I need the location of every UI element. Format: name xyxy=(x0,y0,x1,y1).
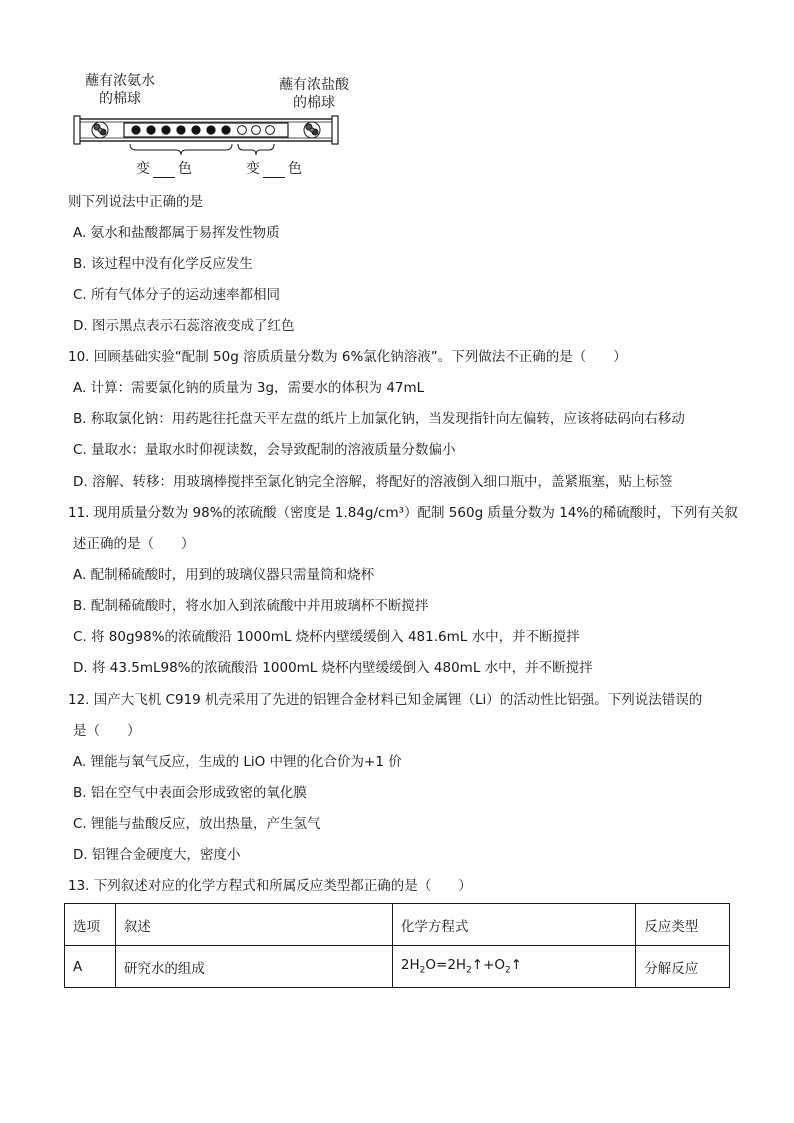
row-reaction-type: 分解反应 xyxy=(636,946,730,988)
q13-table xyxy=(64,903,730,988)
left-color-change-blank: 变 色 xyxy=(136,161,192,177)
q10-option-d: D. 溶解、转移：用玻璃棒搅拌至氯化钠完全溶解，将配好的溶液倒入细口瓶中，盖紧瓶塞，贴上标签 xyxy=(73,474,673,490)
q12-option-c: C. 锂能与盐酸反应，放出热量，产生氢气 xyxy=(73,816,321,832)
q11-option-c: C. 将 80g98%的浓硫酸沿 1000mL 烧杯内壁缓缓倒入 481.6mL 水中，并不断搅拌 xyxy=(73,629,580,645)
q10-option-c: C. 量取水：量取水时仰视读数，会导致配制的溶液质量分数偏小 xyxy=(73,442,456,458)
q10-stem: 10. 回顾基础实验“配制 50g 溶质质量分数为 6%氯化钠溶液”。下列做法不正确的是（ ） xyxy=(68,349,627,365)
q9-option-a: A. 氨水和盐酸都属于易挥发性物质 xyxy=(73,225,280,241)
experiment-figure xyxy=(70,70,360,180)
q9-option-c: C. 所有气体分子的运动速率都相同 xyxy=(73,287,281,303)
table-row xyxy=(65,946,730,988)
table-header-equation: 化学方程式 xyxy=(392,904,635,946)
ammonia-cotton-label: 蘸有浓氨水 的棉球 xyxy=(85,73,155,107)
q12-option-d: D. 铝锂合金硬度大，密度小 xyxy=(73,847,241,863)
table-header-option: 选项 xyxy=(65,904,116,946)
q13-stem: 13. 下列叙述对应的化学方程式和所属反应类型都正确的是（ ） xyxy=(68,878,472,894)
q11-option-b: B. 配制稀硫酸时，将水加入到浓硫酸中并用玻璃杯不断搅拌 xyxy=(73,598,429,614)
q10-option-a: A. 计算：需要氯化钠的质量为 3g，需要水的体积为 47mL xyxy=(73,380,425,396)
q10-option-b: B. 称取氯化钠：用药匙往托盘天平左盘的纸片上加氯化钠，当发现指针向左偏转，应该将砝码向右移动 xyxy=(73,411,685,427)
q11-option-a: A. 配制稀硫酸时，用到的玻璃仪器只需量筒和烧杯 xyxy=(73,567,375,583)
q11-stem-line2: 述正确的是（ ） xyxy=(73,536,195,552)
q9-stem: 则下列说法中正确的是 xyxy=(68,194,203,210)
table-header-reaction-type: 反应类型 xyxy=(636,904,730,946)
table-header-row xyxy=(65,904,730,946)
row-equation: $2H_2O=2H_2↑+O_2↑$ xyxy=(392,946,635,988)
row-description: 研究水的组成 xyxy=(115,946,392,988)
q12-option-b: B. 铝在空气中表面会形成致密的氧化膜 xyxy=(73,785,307,801)
hydrochloric-cotton-label: 蘸有浓盐酸 的棉球 xyxy=(279,77,349,111)
left-cotton-ball xyxy=(92,122,108,138)
q9-option-d: D. 图示黑点表示石蕊溶液变成了红色 xyxy=(73,318,295,334)
q12-stem-line2: 是（ ） xyxy=(73,723,141,739)
q9-option-b: B. 该过程中没有化学反应发生 xyxy=(73,256,253,272)
right-cotton-ball xyxy=(304,122,320,138)
white-dots xyxy=(238,126,275,135)
row-option: A xyxy=(65,946,116,988)
right-color-change-blank: 变 色 xyxy=(246,161,302,177)
q11-option-d: D. 将 43.5mL98%的浓硫酸沿 1000mL 烧杯内壁缓缓倒入 480mL 水中，并不断搅拌 xyxy=(73,660,593,676)
q11-stem-line1: 11. 现用质量分数为 98%的浓硫酸（密度是 1.84g/cm³）配制 560g 质量分数为 14%的稀硫酸时，下列有关叙 xyxy=(68,505,738,521)
q12-option-a: A. 锂能与氧气反应，生成的 LiO 中锂的化合价为+1 价 xyxy=(73,754,402,770)
q12-stem-line1: 12. 国产大飞机 C919 机壳采用了先进的铝锂合金材料已知金属锂（Li）的活动性比铝强。下列说法错误的 xyxy=(68,692,703,708)
table-header-description: 叙述 xyxy=(115,904,392,946)
